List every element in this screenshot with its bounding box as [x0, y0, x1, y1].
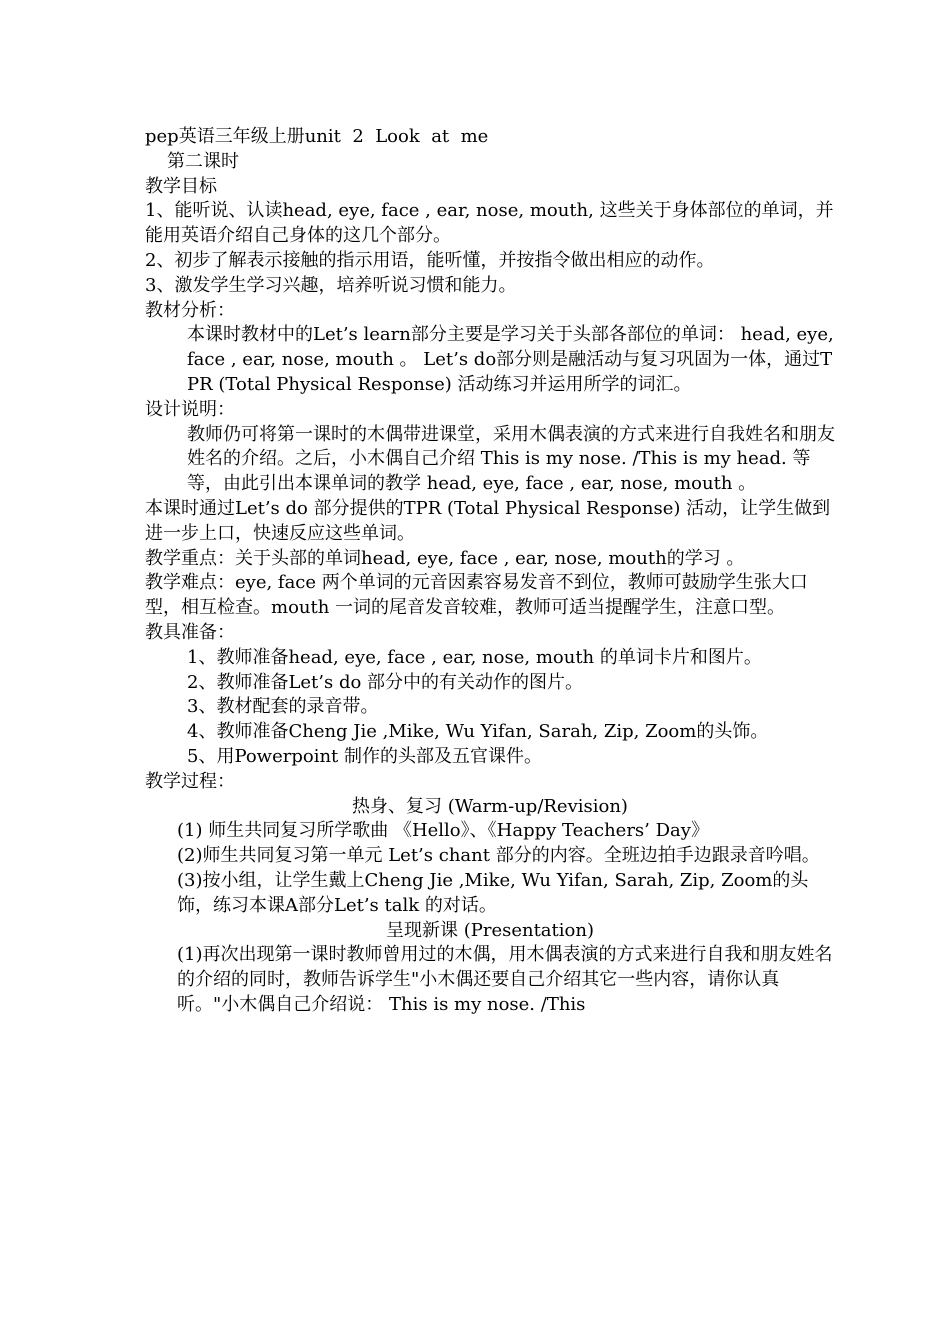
text-paragraph: (1) 师生共同复习所学歌曲 《Hello》、《Happy Teachers’ Day》 [177, 820, 709, 842]
text-paragraph: (3)按小组，让学生戴上Cheng Jie ,Mike, Wu Yifan, Sarah, Zip, Zoom的头饰，练习本课A部分Let’s talk 的对话。 [177, 869, 809, 916]
text-paragraph: (1)再次出现第一课时教师曾用过的木偶，用木偶表演的方式来进行自我和朋友姓名的介绍的同时，教师告诉学生"小木偶还要自己介绍其它一些内容，请你认真听。"小木偶自己介绍说： This is my nose. /This [177, 944, 833, 1015]
text-paragraph: 本课时通过Let’s do 部分提供的TPR (Total Physical Response) 活动，让学生做到进一步上口，快速反应这些单词。 [145, 497, 831, 544]
text-paragraph: 第二课时 [167, 150, 239, 172]
text-paragraph: 教具准备： [145, 621, 235, 643]
text-paragraph: 教学重点：关于头部的单词head, eye, face , ear, nose, mouth的学习 。 [145, 547, 745, 569]
text-paragraph: 教学过程： [145, 770, 235, 792]
text-paragraph: 教学难点：eye, face 两个单词的元音因素容易发音不到位，教师可鼓励学生张大口型，相互检查。mouth 一词的尾音发音较难，教师可适当提醒学生，注意口型。 [145, 572, 808, 619]
text-paragraph: 3、激发学生学习兴趣，培养听说习惯和能力。 [145, 274, 517, 296]
text-paragraph: 3、教材配套的录音带。 [187, 696, 379, 718]
text-paragraph: pep英语三年级上册unit 2 Look at me [145, 126, 489, 147]
document-page [145, 125, 840, 1018]
text-paragraph: 教师仍可将第一课时的木偶带进课堂，采用木偶表演的方式来进行自我姓名和朋友姓名的介绍。之后，小木偶自己介绍 This is my nose. /This is my head. 等等，由此引出本课单词的教学 head, eye, face , ear, nose, mouth 。 [187, 423, 835, 495]
text-paragraph: 1、能听说、认读head, eye, face , ear, nose, mouth, 这些关于身体部位的单词，并能用英语介绍自己身体的这几个部分。 [145, 200, 834, 247]
text-paragraph: 教材分析： [145, 299, 235, 321]
text-paragraph: 5、用Powerpoint 制作的头部及五官课件。 [187, 745, 542, 767]
text-paragraph: 热身、复习 (Warm-up/Revision) [352, 795, 628, 817]
text-paragraph: (2)师生共同复习第一单元 Let’s chant 部分的内容。全班边拍手边跟录音吟唱。 [177, 845, 820, 867]
text-paragraph: 教学目标 [145, 175, 217, 197]
text-paragraph: 本课时教材中的Let’s learn部分主要是学习关于头部各部位的单词： head, eye, face , ear, nose, mouth 。 Let’s do部分则是融活动与复习巩固为一体，通过TPR (Total Physical Response) 活动练习并运用所学的词汇。 [187, 324, 840, 395]
text-paragraph: 设计说明： [145, 398, 235, 420]
text-paragraph: 2、初步了解表示接触的指示用语，能听懂，并按指令做出相应的动作。 [145, 249, 715, 271]
text-paragraph: 1、教师准备head, eye, face , ear, nose, mouth 的单词卡片和图片。 [187, 646, 762, 668]
text-paragraph: 4、教师准备Cheng Jie ,Mike, Wu Yifan, Sarah, Zip, Zoom的头饰。 [187, 721, 769, 743]
text-paragraph: 2、教师准备Let’s do 部分中的有关动作的图片。 [187, 671, 584, 693]
text-paragraph: 呈现新课 (Presentation) [385, 919, 594, 941]
